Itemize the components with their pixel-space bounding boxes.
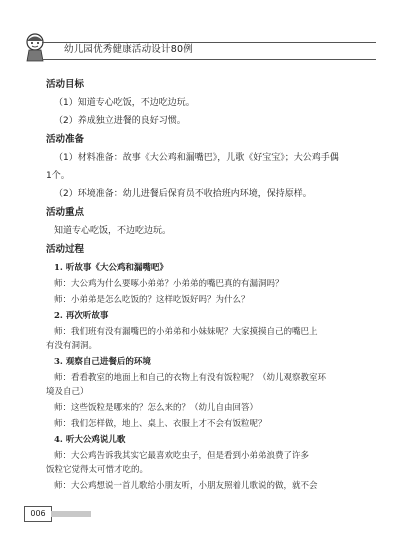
step-1-line-2: 师：小弟弟是怎么吃饭的？这样吃饭好吗？为什么？ — [54, 295, 250, 305]
step-2-line-1: 师：我们班有没有漏嘴巴的小弟弟和小妹妹呢？大家摸摸自己的嘴巴上 — [54, 327, 318, 337]
section-heading-key: 活动重点 — [46, 207, 85, 218]
goal-item-2: （2）养成独立进餐的良好习惯。 — [54, 116, 186, 126]
running-header — [22, 38, 378, 62]
section-heading-goal: 活动目标 — [46, 79, 85, 90]
step-4-line-1: 师：大公鸡告诉我其实它最喜欢吃虫子，但是看到小弟弟浪费了许多 — [54, 451, 310, 461]
step-3-line-1: 师：看看教室的地面上和自己的衣物上有没有饭粒呢？（幼儿观察教室环 — [54, 373, 327, 383]
step-4-line-3: 师：大公鸡想说一首儿歌给小朋友听，小朋友照着儿歌说的做，就不会 — [54, 481, 318, 491]
step-1-line-1: 师：大公鸡为什么要啄小弟弟？小弟弟的嘴巴真的有漏洞吗？ — [54, 279, 284, 289]
step-1-title: 1. 听故事《大公鸡和漏嘴吧》 — [54, 263, 168, 273]
goal-item-1: （1）知道专心吃饭，不边吃边玩。 — [54, 98, 195, 108]
step-4-line-2: 饭粒它觉得太可惜才吃的。 — [46, 465, 149, 475]
page-number: 006 — [24, 506, 52, 522]
step-4-title: 4. 听大公鸡说儿歌 — [54, 435, 126, 445]
section-heading-prep: 活动准备 — [46, 134, 85, 145]
prep-item-1: （1）材料准备：故事《大公鸡和漏嘴巴》，儿歌《好宝宝》；大公鸡手偶 — [54, 153, 339, 163]
prep-item-2: （2）环境准备：幼儿进餐后保育员不收拾班内环境，保持原样。 — [54, 189, 312, 199]
key-text: 知道专心吃饭，不边吃边玩。 — [54, 226, 172, 236]
prep-item-1-cont: 1个。 — [46, 171, 70, 181]
step-3-line-2: 境及自己） — [46, 387, 89, 397]
step-3-line-4: 师：我们怎样做，地上、桌上、衣服上才不会有饭粒呢？ — [54, 419, 267, 429]
page-number-bar — [51, 511, 91, 517]
step-2-line-2: 有没有洞洞。 — [46, 341, 98, 351]
page-body — [46, 78, 366, 492]
step-3-title: 3. 观察自己进餐后的环境 — [54, 357, 151, 367]
step-3-line-3: 师：这些饭粒是哪来的？怎么来的？（幼儿自由回答） — [54, 403, 259, 413]
page-number-box — [24, 506, 80, 520]
step-2-title: 2. 再次听故事 — [54, 311, 109, 321]
book-title: 幼儿园优秀健康活动设计80例 — [64, 44, 193, 55]
section-heading-process: 活动过程 — [46, 244, 85, 255]
